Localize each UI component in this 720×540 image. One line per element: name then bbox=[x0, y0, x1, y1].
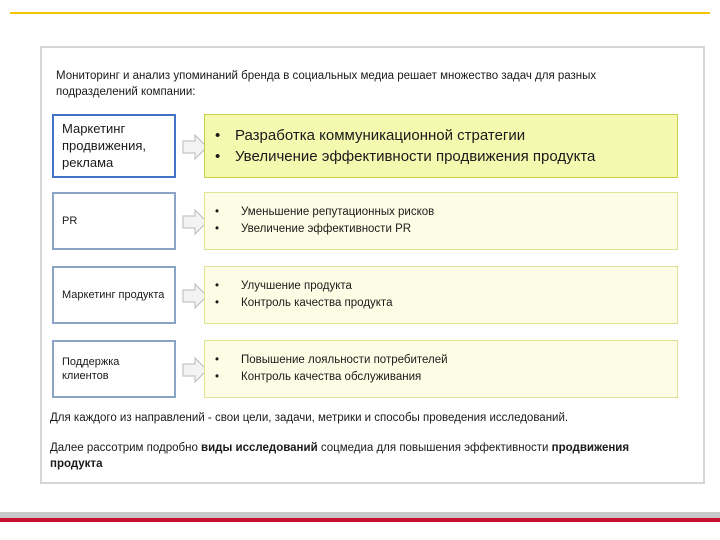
note-bold-text: виды исследований bbox=[201, 442, 318, 454]
list-item bbox=[215, 295, 667, 312]
bullet-icon: • bbox=[215, 354, 220, 366]
label-box bbox=[52, 266, 176, 324]
label-text: PR bbox=[62, 215, 78, 227]
bullet-text: Увеличение эффективности продвижения продукта bbox=[235, 148, 596, 165]
row-product-marketing bbox=[52, 266, 680, 324]
label-text: Поддержка клиентов bbox=[62, 356, 120, 382]
label-text: Маркетинг продвижения, реклама bbox=[62, 121, 146, 170]
bullet-icon: • bbox=[215, 148, 221, 165]
note-directions: Для каждого из направлений - свои цели, задачи, метрики и способы проведения исследований. bbox=[50, 412, 569, 424]
bullet-text: Контроль качества продукта bbox=[241, 297, 393, 309]
note-bold-text: продвижения продукта bbox=[50, 442, 630, 470]
bullet-icon: • bbox=[215, 280, 220, 292]
bullet-text: Повышение лояльности потребителей bbox=[241, 354, 448, 366]
label-box bbox=[52, 114, 176, 178]
intro-text: Мониторинг и анализ упоминаний бренда в социальных медиа решает множество задач для разных подразделений компании: bbox=[56, 70, 597, 98]
note-text: соцмедиа для повышения эффективности bbox=[317, 442, 552, 454]
row-pr bbox=[52, 192, 680, 250]
note-next-steps bbox=[50, 440, 670, 472]
list-item bbox=[215, 278, 667, 295]
goals-box bbox=[204, 340, 678, 398]
list-item bbox=[215, 204, 667, 221]
bullet-text: Улучшение продукта bbox=[241, 280, 352, 292]
bullet-text: Контроль качества обслуживания bbox=[241, 371, 422, 383]
bullet-icon: • bbox=[215, 206, 220, 218]
top-accent-rule bbox=[10, 12, 710, 14]
goals-box bbox=[204, 266, 678, 324]
row-customer-support bbox=[52, 340, 680, 398]
note-text: Далее рассотрим подробно bbox=[50, 442, 202, 454]
list-item bbox=[215, 352, 667, 369]
bullet-text: Увеличение эффективности PR bbox=[241, 223, 412, 235]
bullet-icon: • bbox=[215, 127, 221, 144]
bullet-text: Уменьшение репутационных рисков bbox=[241, 206, 435, 218]
goals-box bbox=[204, 192, 678, 250]
bullet-icon: • bbox=[215, 297, 220, 309]
label-text: Маркетинг продукта bbox=[62, 289, 165, 301]
list-item bbox=[215, 221, 667, 238]
list-item bbox=[215, 125, 667, 146]
bullet-icon: • bbox=[215, 223, 220, 235]
list-item bbox=[215, 146, 667, 167]
bullet-text: Разработка коммуникационной стратегии bbox=[235, 127, 526, 144]
label-box bbox=[52, 340, 176, 398]
row-marketing-promotion bbox=[52, 114, 680, 178]
bottom-red-band bbox=[0, 518, 720, 522]
bullet-icon: • bbox=[215, 371, 220, 383]
list-item bbox=[215, 369, 667, 386]
goals-box bbox=[204, 114, 678, 178]
label-box bbox=[52, 192, 176, 250]
